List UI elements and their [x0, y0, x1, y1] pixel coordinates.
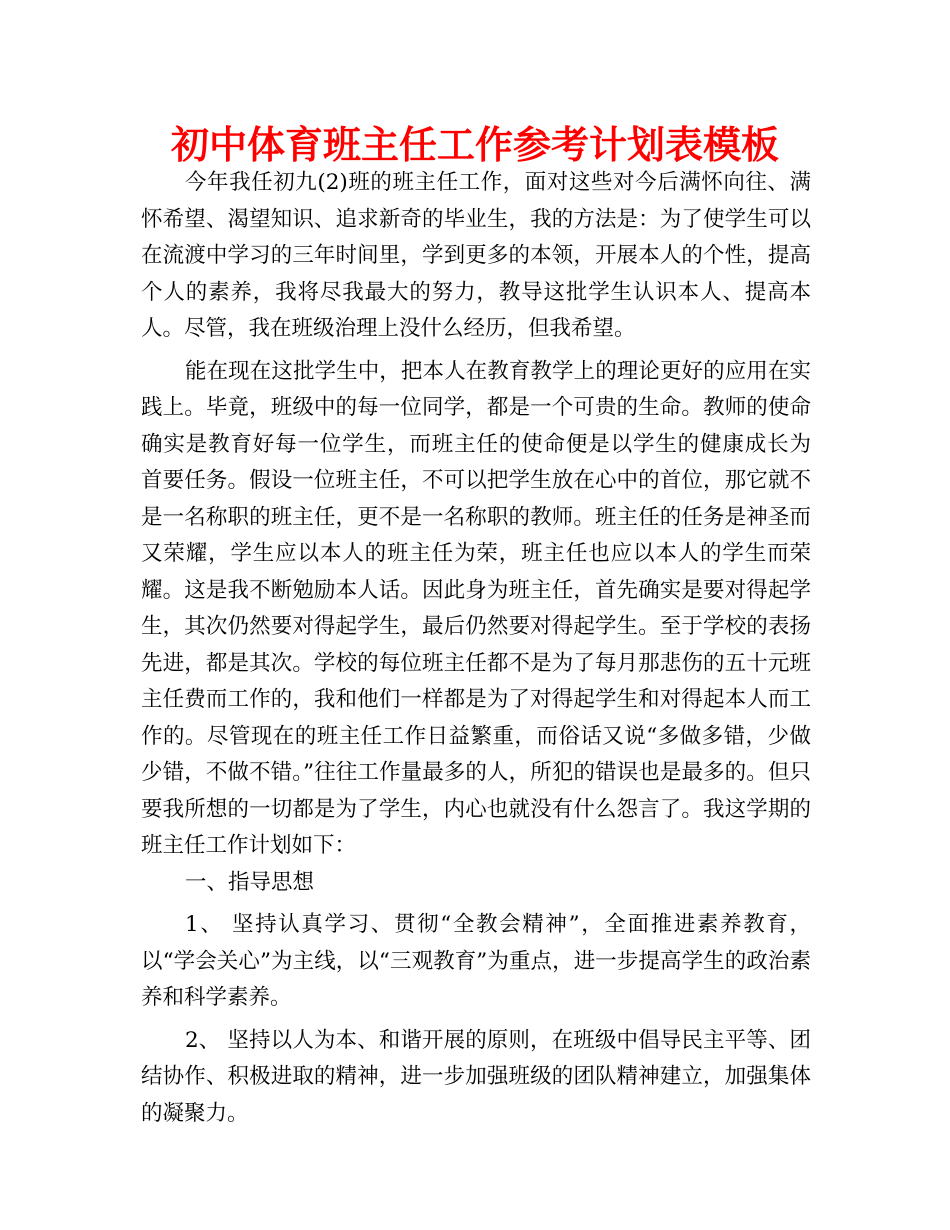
paragraph-intro: 今年我任初九(2)班的班主任工作，面对这些对今后满怀向往、满怀希望、渴望知识、追求新奇的毕业生，我的方法是：为了使学生可以在流渡中学习的三年时间里，学到更多的本领，开展本人的个性，提高个人的素养，我将尽我最大的努力，教导这批学生认识本人、提高本人。尽管，我在班级治理上没什么经历，但我希望。 [141, 170, 811, 341]
document-title: 初中体育班主任工作参考计划表模板 [170, 123, 779, 167]
section-heading-guiding-ideology: 一、指导思想 [185, 869, 315, 895]
list-item-1: 1、 坚持认真学习、贯彻“全教会精神”，全面推进素养教育，以“学会关心”为主线，以“三观教育”为重点，进一步提高学生的政治素养和科学素养。 [141, 912, 811, 1010]
list-item-2: 2、 坚持以人为本、和谐开展的原则，在班级中倡导民主平等、团结协作、积极进取的精神，进一步加强班级的团队精神建立，加强集体的凝聚力。 [141, 1027, 811, 1126]
paragraph-mission: 能在现在这批学生中，把本人在教育教学上的理论更好的应用在实践上。毕竟，班级中的每一位同学，都是一个可贵的生命。教师的使命确实是教育好每一位学生，而班主任的使命便是以学生的健康成长为 首要任务。假设一位班主任，不可以把学生放在心中的首位，那它就不是一名称职的班主任，更不是一名称职的教师。班主任的任务是神圣而又荣耀，学生应以本人的班主任为荣，班主任也应以本人的学生而荣耀。这是我不断勉励本人话。因此身为班主任，首先确实是要对得起学生，其次仍然要对得起学生，最后仍然要对得起学生。至于学校的表扬先进，都是其次。学校的每位班主任都不是为了每月那悲伤的五十元班主任费而工作的，我和他们一样都是为了对得起学生和对得起本人而工作的。尽管现在的班主任工作日益繁重，而俗话又说“多做多错，少做少错，不做不错。”往往工作量最多的人，所犯的错误也是最多的。但只要我所想的一切都是为了学生，内心也就没有什么怨言了。我这学期的班主任工作计划如下： [141, 358, 811, 858]
document-body [141, 165, 811, 1132]
